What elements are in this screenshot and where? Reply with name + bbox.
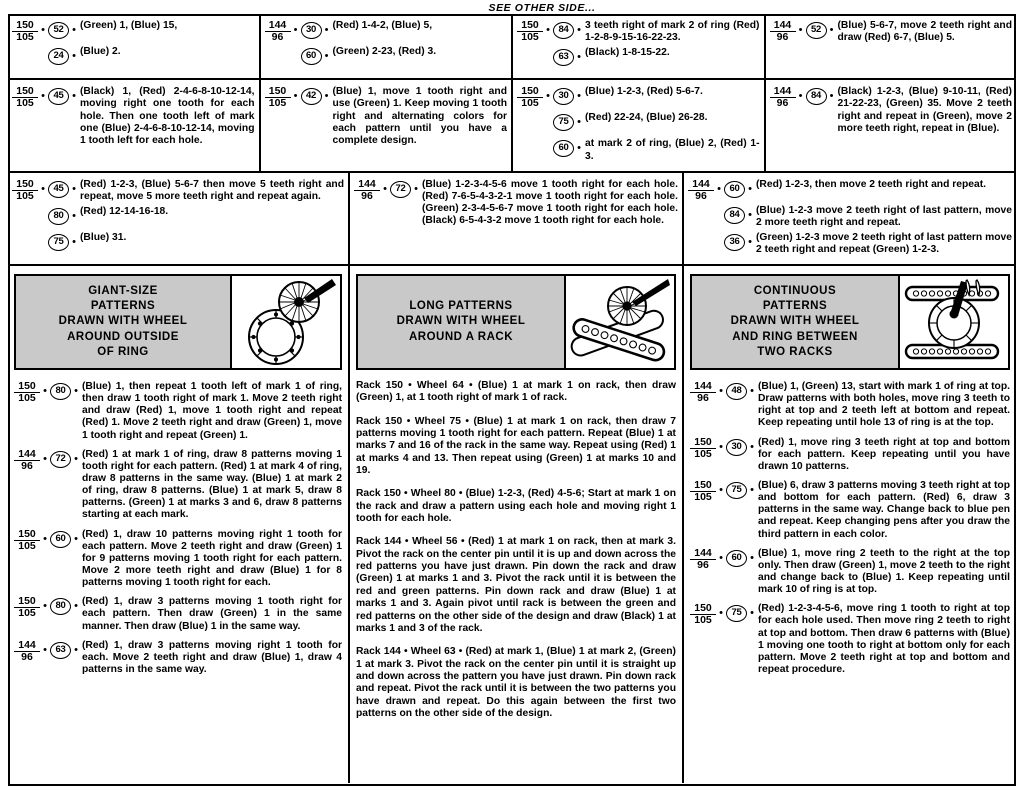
banner-title: CONTINUOUS PATTERNS DRAWN WITH WHEEL AND RING BETWEEN TWO RACKS <box>692 276 900 368</box>
bullet-dot: • <box>798 24 803 36</box>
ring-numerator: 144 <box>688 179 714 191</box>
bullet-dot: • <box>748 182 752 195</box>
bullet-dot: • <box>748 208 752 221</box>
bullet-dot: • <box>719 385 723 397</box>
ring-denominator: 105 <box>521 31 539 44</box>
ring-fraction <box>12 19 38 43</box>
bullet-dot: • <box>577 51 581 64</box>
instruction-text: (Blue) 1, (Green) 13, start with mark 1 of ring at top. Draw patterns with both holes, move ring 3 teeth to right at top and 2 teeth left at bottom and repeat. Keep repeating until hole 13 of ring is at the top. <box>758 381 1010 429</box>
bullet-dot: • <box>72 209 76 222</box>
instruction-cell <box>511 80 764 170</box>
bottom-column-continuous-patterns <box>682 376 1016 783</box>
instruction-entry <box>517 137 760 162</box>
instruction-text: (Green) 2-23, (Red) 3. <box>332 46 437 58</box>
bottom-instruction-columns <box>8 376 1016 783</box>
ring-denominator: 96 <box>697 392 709 405</box>
ring-numerator: 150 <box>14 529 40 541</box>
wheel-around-rack-icon <box>566 276 674 368</box>
bullet-dot: • <box>72 235 76 248</box>
bullet-dot: • <box>414 182 418 195</box>
ring-denominator: 105 <box>268 97 287 110</box>
bullet-dot: • <box>43 643 47 656</box>
bullet-dot: • <box>719 551 723 564</box>
wheel-number: 75 <box>553 114 574 131</box>
ring-numerator: 144 <box>14 449 40 461</box>
wheel-number: 80 <box>50 383 71 400</box>
instruction-entry <box>690 436 1010 473</box>
wheel-number: 45 <box>48 88 69 105</box>
instruction-text: (Black) 1-8-15-22. <box>585 47 670 59</box>
instruction-entry <box>517 19 760 44</box>
rack-instruction-paragraph: Rack 150 • Wheel 64 • (Blue) 1 at mark 1 on rack, then draw (Green) 1, at 1 tooth right of mark 1 of rack. <box>356 380 676 404</box>
wheel-number: 72 <box>50 451 71 468</box>
instruction-entry <box>12 178 344 203</box>
instruction-text: (Black) 1, (Red) 2-4-6-8-10-12-14, moving right one tooth for each hole. Then one tooth left of mark one (Blue) 2-4-6-8-10-12-14, moving 1 tooth left for each hole. <box>80 86 255 146</box>
bullet-dot: • <box>43 532 47 545</box>
ring-denominator: 96 <box>21 650 33 663</box>
bullet-dot: • <box>41 182 45 195</box>
instruction-text: (Red) 1-2-3, then move 2 teeth right and repeat. <box>756 178 987 190</box>
ring-denominator: 105 <box>18 607 36 620</box>
ring-fraction <box>690 602 716 626</box>
rack-instruction-paragraph: Rack 150 • Wheel 75 • (Blue) 1 at mark 1 on rack, then draw 7 patterns moving 1 tooth right for each pattern. Repeat (Blue) 1 at marks 7 and 16 of the rack in the same way. Repeat using (Red) 1 at marks 4 and 13. Then repeat using (Green) 1 at marks 10 and 19. <box>356 415 676 477</box>
bullet-dot: • <box>798 90 803 103</box>
bottom-column-giant-size <box>8 376 348 783</box>
wheel-number: 24 <box>48 48 69 65</box>
bullet-dot: • <box>577 142 581 155</box>
ring-numerator: 144 <box>690 381 716 393</box>
ring-denominator: 96 <box>21 459 33 472</box>
bullet-dot: • <box>74 532 78 545</box>
wheel-ring-two-racks-icon <box>900 276 1008 368</box>
bullet-dot: • <box>750 483 754 496</box>
see-other-side-note: SEE OTHER SIDE... <box>488 2 596 14</box>
ring-fraction <box>770 85 796 109</box>
instruction-entry <box>690 479 1010 541</box>
ring-numerator: 150 <box>690 603 716 615</box>
ring-fraction <box>690 479 716 503</box>
instruction-entry <box>14 380 342 442</box>
ring-fraction <box>354 178 380 202</box>
instruction-cell <box>8 80 259 170</box>
bullet-dot: • <box>748 235 752 248</box>
wheel-number: 84 <box>553 22 574 39</box>
wheel-number: 30 <box>301 22 322 39</box>
wheel-number: 63 <box>50 642 71 659</box>
wheel-number: 45 <box>48 181 69 198</box>
ring-denominator: 96 <box>697 558 709 571</box>
ring-fraction <box>770 19 796 43</box>
ring-numerator: 150 <box>690 437 716 449</box>
ring-numerator: 144 <box>690 548 716 560</box>
bullet-dot: • <box>750 607 754 620</box>
ring-numerator: 144 <box>770 86 796 98</box>
bullet-dot: • <box>41 90 45 103</box>
instruction-entry <box>265 85 508 147</box>
instruction-cell <box>764 80 1017 170</box>
bullet-dot: • <box>72 24 76 36</box>
ring-denominator: 105 <box>521 97 539 110</box>
instruction-entry <box>517 46 760 70</box>
wheel-number: 63 <box>553 49 574 66</box>
instruction-entry <box>12 85 255 147</box>
top-row <box>8 14 1016 80</box>
instruction-entry <box>770 85 1013 135</box>
instruction-entry <box>12 45 255 69</box>
instruction-text: (Blue) 1, move 1 tooth right and use (Green) 1. Keep moving 1 tooth right and alternating colors for each pattern until you have a complete design. <box>332 86 507 146</box>
instruction-text: (Blue) 2. <box>80 46 121 58</box>
wheel-number: 75 <box>726 605 747 622</box>
ring-fraction <box>14 639 40 663</box>
ring-numerator: 150 <box>12 20 38 32</box>
instruction-text: (Red) 1, move ring 3 teeth right at top and bottom for each pattern. Keep repeating until you have drawn 10 patterns. <box>758 436 1010 472</box>
wheel-number: 72 <box>390 181 411 198</box>
bullet-dot: • <box>577 116 581 129</box>
bullet-dot: • <box>750 385 754 397</box>
top-row <box>8 173 1016 267</box>
ring-fraction <box>517 19 543 43</box>
bullet-dot: • <box>750 551 754 564</box>
top-instructions-grid <box>8 14 1016 266</box>
bullet-dot: • <box>719 607 723 620</box>
instruction-text: (Red) 1 at mark 1 of ring, draw 8 patterns moving 1 tooth right for each pattern. (Red) 1 at mark 4 of ring, draw 8 patterns in the same way. (Blue) 1 at mark 2 of ring, draw 8 patterns. (Blue) 1 at mark 5, draw 8 patterns. (Green) 1 at marks 3 and 6, draw 8 patterns starting at each mark. <box>82 448 342 521</box>
ring-numerator: 150 <box>12 86 38 98</box>
instruction-entry <box>14 528 342 590</box>
instruction-cell <box>348 173 682 265</box>
instruction-cell <box>8 173 348 265</box>
instruction-text: (Blue) 6, draw 3 patterns moving 3 teeth right at top and bottom for each pattern. (Red) 6, draw 3 patterns in the same way. Change back to blue pen and repeat. Keep changing pens after you draw the third pattern in each color. <box>758 479 1010 540</box>
ring-numerator: 150 <box>690 480 716 492</box>
banner-title: LONG PATTERNS DRAWN WITH WHEEL AROUND A RACK <box>358 276 566 368</box>
wheel-number: 84 <box>724 207 745 224</box>
wheel-number: 80 <box>48 208 69 225</box>
instruction-entry <box>265 45 508 69</box>
wheel-number: 30 <box>726 439 747 456</box>
bullet-dot: • <box>750 440 754 453</box>
bullet-dot: • <box>577 24 581 36</box>
ring-numerator: 144 <box>14 640 40 652</box>
wheel-number: 36 <box>724 234 745 251</box>
bullet-dot: • <box>43 385 47 397</box>
instruction-entry <box>690 380 1010 430</box>
bullet-dot: • <box>72 90 76 103</box>
ring-fraction <box>14 528 40 552</box>
ring-fraction <box>517 85 543 109</box>
wheel-number: 60 <box>50 531 71 548</box>
instruction-text: (Green) 1, (Blue) 15, <box>80 20 178 31</box>
instruction-entry <box>12 19 255 43</box>
instruction-text: (Red) 1-4-2, (Blue) 5, <box>332 20 433 31</box>
bullet-dot: • <box>74 600 78 613</box>
wheel-number: 52 <box>806 22 827 39</box>
wheel-outside-ring-icon <box>232 276 340 368</box>
ring-denominator: 105 <box>16 31 34 44</box>
instruction-entry <box>354 178 678 228</box>
wheel-number: 48 <box>726 383 747 400</box>
rack-instruction-paragraph: Rack 144 • Wheel 56 • (Red) 1 at mark 1 on rack, then at mark 3. Pivot the rack on the center pin until it is up and down across the red patterns you have just drawn. Pin down the rack and draw (Green) 1 at marks 1 and 3. Pivot the rack until it is between the red and green patterns. Pin down rack and draw (Blue) 1 at marks 1 and 3. Again pivot until rack is between the green and red patterns on the other side of the design and draw (Black) 1 at marks 1 and 3 of the rack. <box>356 536 676 634</box>
wheel-number: 84 <box>806 88 827 105</box>
ring-denominator: 96 <box>271 31 284 44</box>
instruction-cell <box>259 80 512 170</box>
ring-fraction <box>12 85 38 109</box>
ring-denominator: 96 <box>776 97 789 110</box>
banner-title: GIANT-SIZE PATTERNS DRAWN WITH WHEEL AROUND OUTSIDE OF RING <box>16 276 232 368</box>
bullet-dot: • <box>383 182 387 195</box>
ring-denominator: 96 <box>695 189 707 202</box>
ring-fraction <box>690 380 716 404</box>
instruction-text: (Red) 1, draw 3 patterns moving 1 tooth right for each pattern. Then draw (Green) 1 in the same manner. Then draw (Blue) 1 in the same way. <box>82 596 342 632</box>
ring-denominator: 105 <box>694 447 712 460</box>
rack-instruction-paragraph: Rack 150 • Wheel 80 • (Blue) 1-2-3, (Red) 4-5-6; Start at mark 1 on the rack and draw a pattern using each hole and moving right 1 tooth for each hole. <box>356 488 676 525</box>
bullet-dot: • <box>324 24 329 36</box>
bullet-dot: • <box>72 50 76 63</box>
instruction-text: (Blue) 5-6-7, move 2 teeth right and draw (Red) 6-7, (Blue) 5. <box>837 20 1012 44</box>
ring-numerator: 150 <box>14 381 40 393</box>
banner-column <box>348 266 682 376</box>
ring-denominator: 96 <box>776 31 789 44</box>
instruction-text: at mark 2 of ring, (Blue) 2, (Red) 1-3. <box>585 138 760 162</box>
bullet-dot: • <box>717 182 721 195</box>
instruction-entry <box>517 85 760 109</box>
instruction-entry <box>690 602 1010 676</box>
wheel-number: 60 <box>553 140 574 157</box>
instruction-entry <box>770 19 1013 44</box>
wheel-number: 60 <box>301 48 322 65</box>
ring-fraction <box>14 380 40 404</box>
instruction-text: (Green) 1-2-3 move 2 teeth right of last pattern move 2 teeth right and repeat (Green) 1-2-3. <box>756 231 1012 256</box>
banner-giant-size <box>14 274 342 370</box>
ring-numerator: 150 <box>517 86 543 98</box>
bullet-dot: • <box>43 600 47 613</box>
instruction-entry <box>690 547 1010 597</box>
wheel-number: 75 <box>726 482 747 499</box>
instruction-entry <box>688 204 1012 229</box>
ring-fraction <box>12 178 38 202</box>
banner-column <box>682 266 1016 376</box>
instruction-cell <box>259 14 512 78</box>
bottom-column-long-patterns <box>348 376 682 783</box>
bullet-dot: • <box>293 90 298 103</box>
ring-denominator: 105 <box>16 97 34 110</box>
instruction-cell <box>682 173 1016 265</box>
instruction-entry <box>14 639 342 676</box>
instruction-text: (Blue) 1, move ring 2 teeth to the right at the top only. Then draw (Green) 1, move 2 teeth to the right and change back to (Blue) 1. Keep repeating until mark 10 of ring is at top. <box>758 547 1010 596</box>
ring-fraction <box>688 178 714 202</box>
bullet-dot: • <box>74 452 78 465</box>
wheel-number: 30 <box>553 88 574 105</box>
ring-numerator: 144 <box>354 179 380 191</box>
instruction-entry <box>265 19 508 43</box>
bullet-dot: • <box>72 182 76 195</box>
bullet-dot: • <box>74 385 78 397</box>
top-row <box>8 80 1016 172</box>
ring-numerator: 144 <box>770 20 796 32</box>
wheel-number: 42 <box>301 88 322 105</box>
instruction-text: (Red) 12-14-16-18. <box>80 205 169 217</box>
rack-instruction-paragraph: Rack 144 • Wheel 63 • (Red) at mark 1, (Blue) 1 at mark 2, (Green) 1 at mark 3. Pivot the rack on the center pin until it is straight up and down across the pattern you have just drawn. Pin down rack and repeat. Pivot the rack until it is between the two patterns you have drawn and repeat. Do this again between the first two patterns on the other side of the design. <box>356 646 676 719</box>
instruction-entry <box>12 231 344 255</box>
wheel-number: 80 <box>50 598 71 615</box>
banner-continuous-patterns <box>690 274 1010 370</box>
instruction-text: (Blue) 1-2-3-4-5-6 move 1 tooth right for each hole. (Red) 7-6-5-4-3-2-1 move 1 tooth right for each hole. (Green) 2-3-4-5-6-7 move 1 tooth right for each hole. (Black) 6-5-4-3-2 move 1 tooth right for each hole. <box>422 178 678 227</box>
banner-long-patterns <box>356 274 676 370</box>
instruction-text: (Red) 1, draw 3 patterns moving right 1 tooth for each. Move 2 teeth right and draw (Blue) 1, draw 4 patterns in the same way. <box>82 639 342 675</box>
ring-fraction <box>265 19 291 43</box>
instruction-entry <box>14 595 342 632</box>
instruction-text: 3 teeth right of mark 2 of ring (Red) 1-2-8-9-15-16-22-23. <box>585 20 760 44</box>
instruction-entry <box>688 178 1012 202</box>
wheel-number: 60 <box>724 181 745 198</box>
instruction-cell <box>764 14 1017 78</box>
ring-numerator: 150 <box>265 86 291 98</box>
ring-denominator: 105 <box>18 539 36 552</box>
ring-fraction <box>14 595 40 619</box>
bullet-dot: • <box>719 483 723 496</box>
bullet-dot: • <box>546 24 550 36</box>
wheel-number: 52 <box>48 22 69 39</box>
ring-denominator: 105 <box>16 189 34 202</box>
bullet-dot: • <box>829 90 834 103</box>
ring-fraction <box>265 85 291 109</box>
instruction-cell <box>511 14 764 78</box>
bullet-dot: • <box>719 440 723 453</box>
wheel-number: 60 <box>726 550 747 567</box>
instruction-entry <box>14 448 342 522</box>
instruction-text: (Black) 1-2-3, (Blue) 9-10-11, (Red) 21-22-23, (Green) 35. Move 2 teeth right and repeat in (Green), move 2 more teeth right, repeat in (Blue). <box>837 86 1012 134</box>
ring-fraction <box>690 436 716 460</box>
ring-numerator: 150 <box>12 179 38 191</box>
ring-numerator: 150 <box>14 596 40 608</box>
bullet-dot: • <box>546 90 550 103</box>
ring-numerator: 144 <box>265 20 291 32</box>
instruction-text: (Blue) 1-2-3, (Red) 5-6-7. <box>585 86 703 98</box>
ring-fraction <box>690 547 716 571</box>
bullet-dot: • <box>41 24 45 36</box>
ring-fraction <box>14 448 40 472</box>
instruction-entry <box>688 231 1012 256</box>
bullet-dot: • <box>74 643 78 656</box>
instruction-entry <box>12 205 344 229</box>
instruction-text: (Red) 1-2-3, (Blue) 5-6-7 then move 5 teeth right and repeat, move 5 more teeth right and repeat again. <box>80 178 344 202</box>
instruction-text: (Blue) 31. <box>80 231 127 243</box>
bullet-dot: • <box>324 50 329 63</box>
ring-numerator: 150 <box>517 20 543 32</box>
instruction-text: (Blue) 1, then repeat 1 tooth left of mark 1 of ring, then draw 1 tooth right of mark 1. Move 2 teeth right and draw (Red) 1, move 1 tooth right and repeat (Red) 1. Move 2 teeth right and draw (Green) 1, move 1 tooth right and repeat (Green) 1. <box>82 381 342 441</box>
instruction-cell <box>8 14 259 78</box>
bullet-dot: • <box>324 90 329 103</box>
wheel-number: 75 <box>48 234 69 251</box>
ring-denominator: 105 <box>18 392 36 405</box>
bullet-dot: • <box>293 24 298 36</box>
instruction-text: (Red) 22-24, (Blue) 26-28. <box>585 112 708 124</box>
ring-denominator: 105 <box>694 614 712 627</box>
bullet-dot: • <box>43 452 47 465</box>
instruction-entry <box>517 111 760 135</box>
banner-column <box>8 266 348 376</box>
ring-denominator: 96 <box>361 189 373 202</box>
instruction-text: (Red) 1-2-3-4-5-6, move ring 1 tooth to right at top for each hole used. Then move ring 2 teeth to right at top and bottom. Then draw 6 patterns with (Blue) 1 moving one tooth to right at bottom only for each pattern. Move 2 teeth right at top and bottom and repeat procedure. <box>758 603 1010 675</box>
instruction-text: (Blue) 1-2-3 move 2 teeth right of last pattern, move 2 more teeth right and repeat. <box>756 204 1012 228</box>
instruction-text: (Red) 1, draw 10 patterns moving right 1 tooth for each pattern. Move 2 teeth right and draw (Green) 1 for 9 patterns moving 1 tooth right for each pattern. Move 2 more teeth right and draw (Blue) 1 for 8 patterns moving 1 tooth right for each. <box>82 528 342 589</box>
bullet-dot: • <box>577 90 581 103</box>
bullet-dot: • <box>829 24 834 36</box>
ring-denominator: 105 <box>694 491 712 503</box>
section-banners <box>8 266 1016 376</box>
